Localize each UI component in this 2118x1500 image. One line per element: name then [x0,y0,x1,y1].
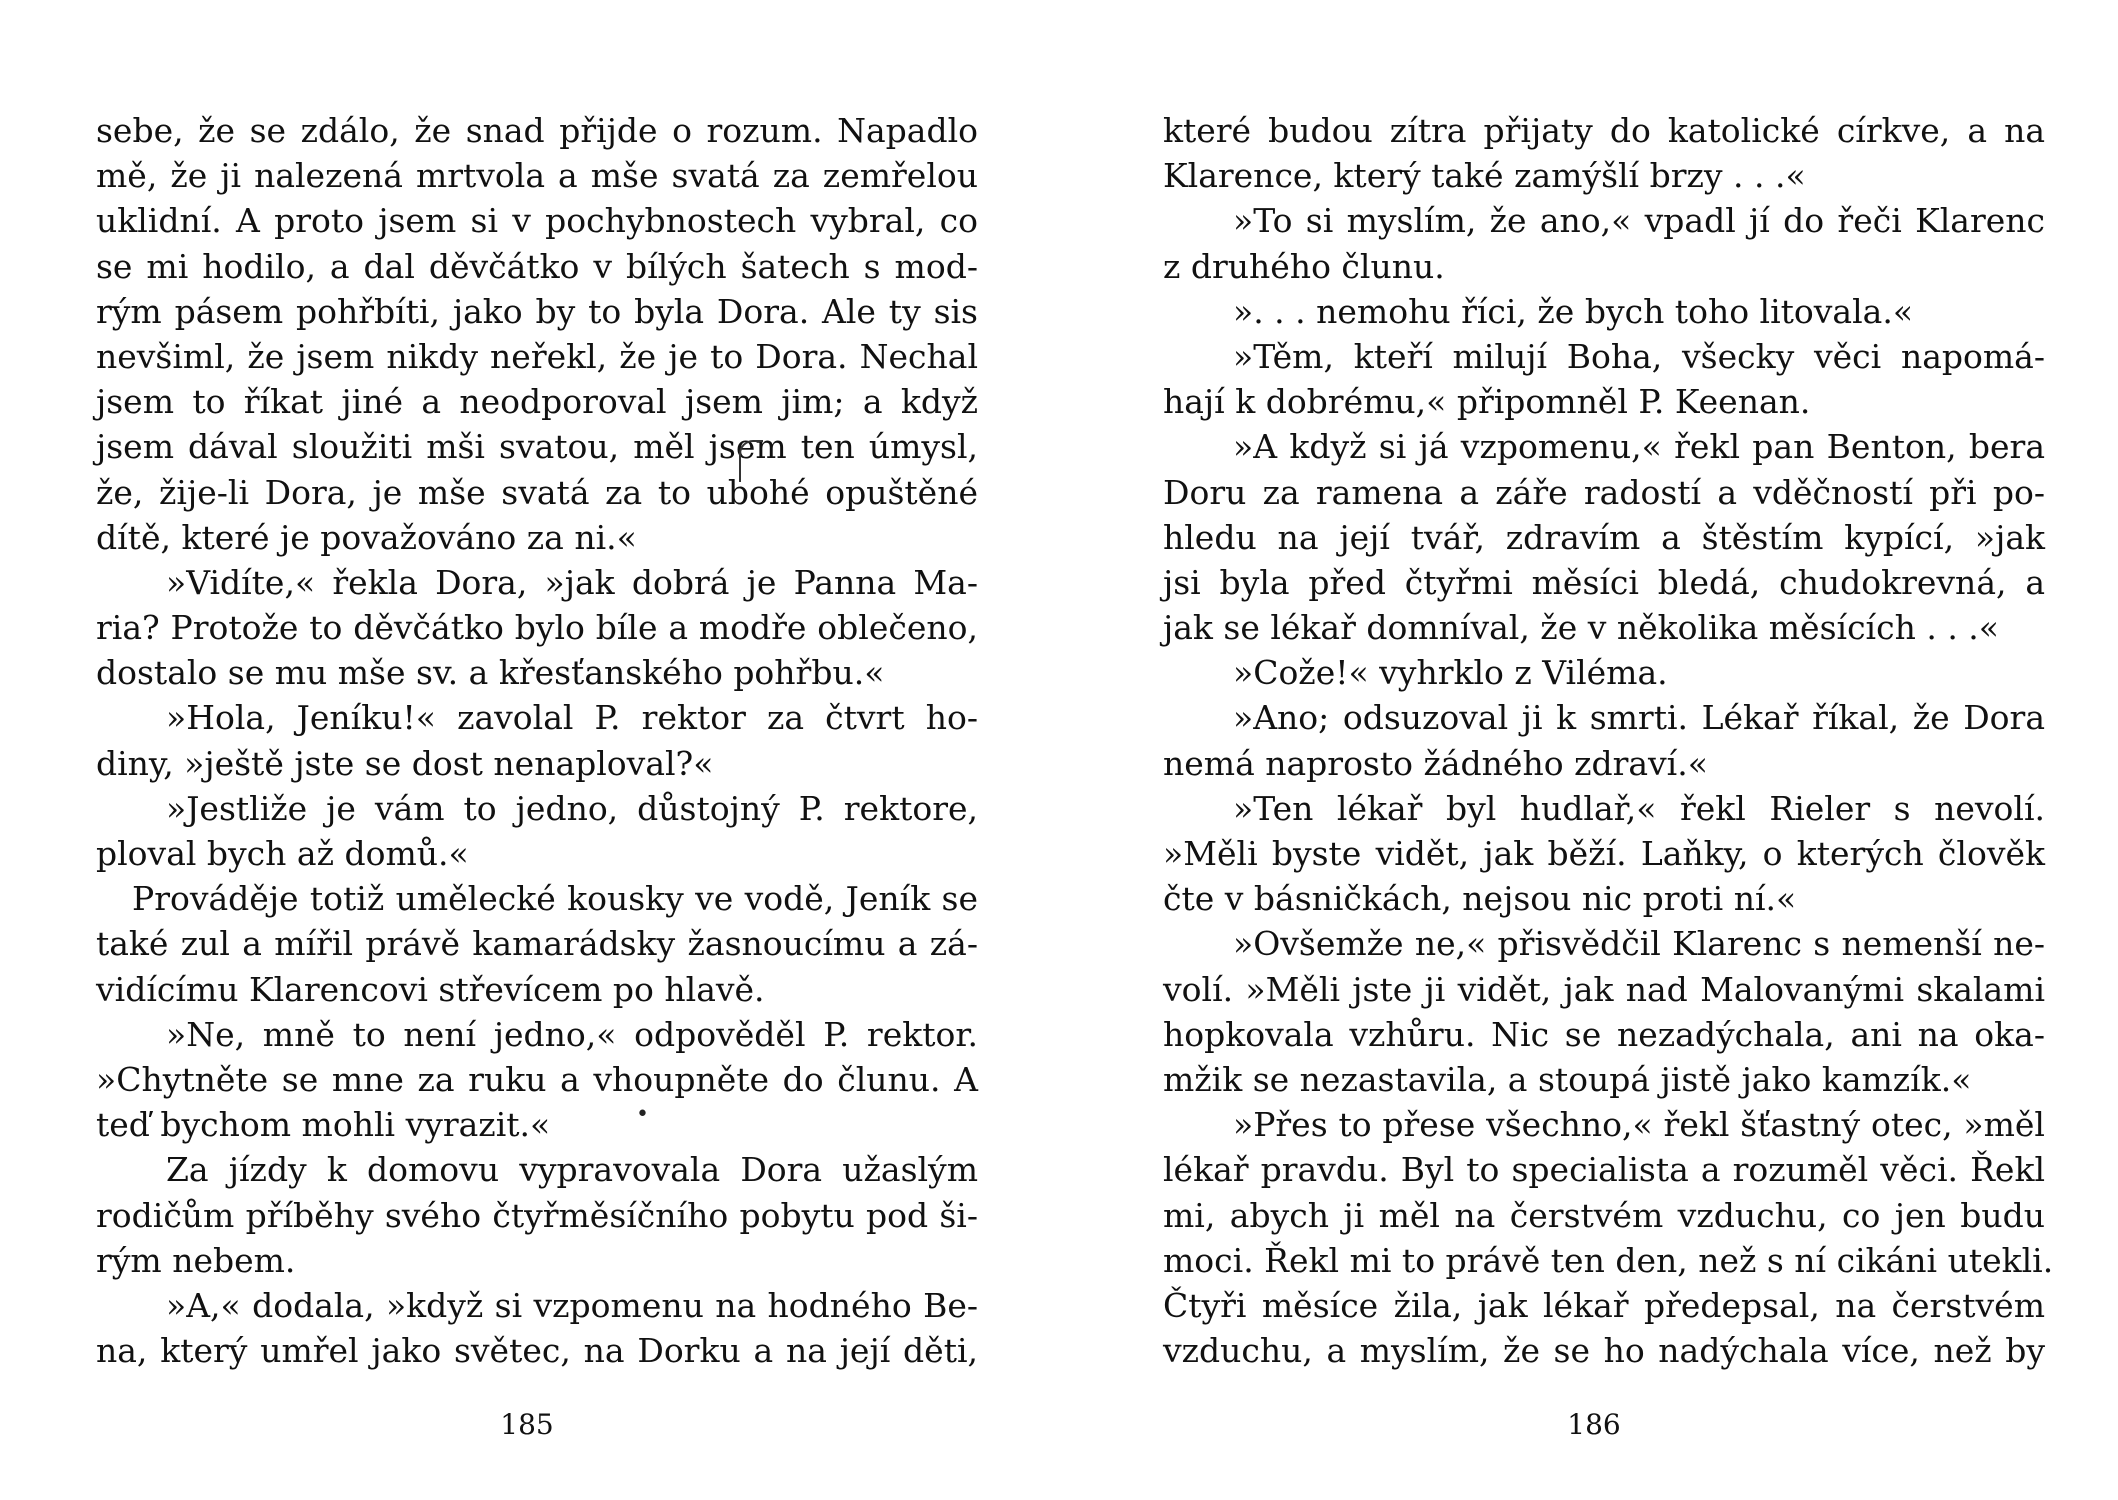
right-page [1163,108,2054,1373]
text-line: »Ne, mně to není jedno,« odpověděl P. rektor. [166,1014,978,1054]
text-line: jak se lékař domníval, že v několika měsících . . .« [1163,608,1999,648]
text-line: »Hola, Jeníku!« zavolal P. rektor za čtvrt ho- [166,698,978,738]
text-line: čte v básničkách, nejsou nic proti ní.« [1163,879,1797,919]
text-line: nevšiml, že jsem nikdy neřekl, že je to Dora. Nechal [96,336,978,376]
text-line: »A,« dodala, »když si vzpomenu na hodného Be- [166,1285,978,1325]
page-number-right: 186 [1567,1408,1621,1441]
text-line: »Vidíte,« řekla Dora, »jak dobrá je Panna Ma- [166,562,978,602]
text-line: sebe, že se zdálo, že snad přijde o rozum. Napadlo [96,111,978,150]
text-line: teď bychom mohli vyrazit.« [96,1105,551,1145]
text-line: Čtyři měsíce žila, jak lékař předepsal, na čerstvém [1163,1285,2045,1325]
text-line: hledu na její tvář, zdravím a štěstím kypící, »jak [1163,517,2045,557]
text-line: hají k dobrému,« připomněl P. Keenan. [1163,382,1811,422]
text-line: »Měli byste vidět, jak běží. Laňky, o kterých člověk [1163,834,2045,873]
text-line: »To si myslím, že ano,« vpadl jí do řeči Klarenc [1233,201,2045,241]
text-line: které budou zítra přijaty do katolické církve, a na [1163,111,2045,150]
text-line: dostalo se mu mše sv. a křesťanského pohřbu.« [96,653,885,693]
text-line: rým pásem pohřbíti, jako by to byla Dora. Ale ty sis [96,291,978,331]
text-line: Prováděje totiž umělecké kousky ve vodě, Jeník se [132,879,978,919]
handwritten-mark [739,440,763,482]
text-line: že, žije-li Dora, je mše svatá za to ubohé opuštěné [96,472,978,512]
text-line: moci. Řekl mi to právě ten den, než s ní cikáni utekli. [1163,1240,2054,1280]
text-line: nemá naprosto žádného zdraví.« [1163,743,1708,783]
text-line: Doru za ramena a záře radostí a vděčností při po- [1163,472,2045,512]
text-line: dítě, které je považováno za ni.« [96,517,637,557]
text-line: ria? Protože to děvčátko bylo bíle a modře oblečeno, [96,608,978,648]
text-line: volí. »Měli jste ji vidět, jak nad Malovanými skalami [1163,969,2045,1009]
text-line: »Přes to přese všechno,« řekl šťastný otec, »měl [1233,1105,2045,1145]
text-line: mžik se nezastavila, a stoupá jistě jako kamzík.« [1163,1059,1972,1099]
text-line: vidícímu Klarencovi střevícem po hlavě. [96,969,765,1009]
text-line: ploval bych až domů.« [96,834,469,873]
text-line: rodičům příběhy svého čtyřměsíčního pobytu pod ši- [96,1195,978,1235]
text-line: »A když si já vzpomenu,« řekl pan Benton, bera [1233,427,2045,467]
text-line: mi, abych ji měl na čerstvém vzduchu, co jen budu [1163,1195,2045,1235]
text-line: mě, že ji nalezená mrtvola a mše svatá za zemřelou [96,156,978,196]
text-line: »Cože!« vyhrklo z Viléma. [1233,653,1668,693]
text-line: »Chytněte se mne za ruku a vhoupněte do člunu. A [96,1059,978,1099]
text-line: Za jízdy k domovu vypravovala Dora užaslým [166,1150,978,1190]
text-line: »Ten lékař byl hudlař,« řekl Rieler s nevolí. [1233,788,2045,828]
left-page [96,108,978,1373]
text-line: »Ovšemže ne,« přisvědčil Klarenc s nemenší ne- [1233,924,2045,964]
text-line: »Jestliže je vám to jedno, důstojný P. rektore, [166,788,978,828]
text-line: hopkovala vzhůru. Nic se nezadýchala, ani na oka- [1163,1014,2045,1054]
text-line: lékař pravdu. Byl to specialista a rozuměl věci. Řekl [1163,1150,2045,1190]
text-line: se mi hodilo, a dal děvčátko v bílých šatech s mod- [96,246,978,286]
text-line: »Těm, kteří milují Boha, všecky věci napomá- [1233,336,2045,376]
text-line: na, který umřel jako světec, na Dorku a na její děti, [96,1331,978,1371]
text-line: uklidní. A proto jsem si v pochybnostech vybral, co [96,201,978,241]
text-line: z druhého člunu. [1163,246,1445,286]
text-line: Klarence, který také zamýšlí brzy . . .« [1163,156,1806,196]
text-line: také zul a mířil právě kamarádsky žasnoucímu a zá- [96,924,978,964]
text-line: vzduchu, a myslím, že se ho nadýchala více, než by [1163,1331,2045,1371]
text-line: ». . . nemohu říci, že bych toho litovala.« [1233,291,1914,331]
page-number-left: 185 [500,1408,554,1441]
text-line: jsem dával sloužiti mši svatou, měl jsem ten úmysl, [96,427,978,467]
text-line: »Ano; odsuzoval ji k smrti. Lékař říkal, že Dora [1233,698,2045,738]
text-line: jsi byla před čtyřmi měsíci bledá, chudokrevná, a [1163,562,2045,602]
text-line: diny, »ještě jste se dost nenaploval?« [96,743,714,783]
ink-dot: • [636,1102,649,1127]
text-line: rým nebem. [96,1240,296,1280]
text-line: jsem to říkat jiné a neodporoval jsem jim; a když [96,382,978,422]
